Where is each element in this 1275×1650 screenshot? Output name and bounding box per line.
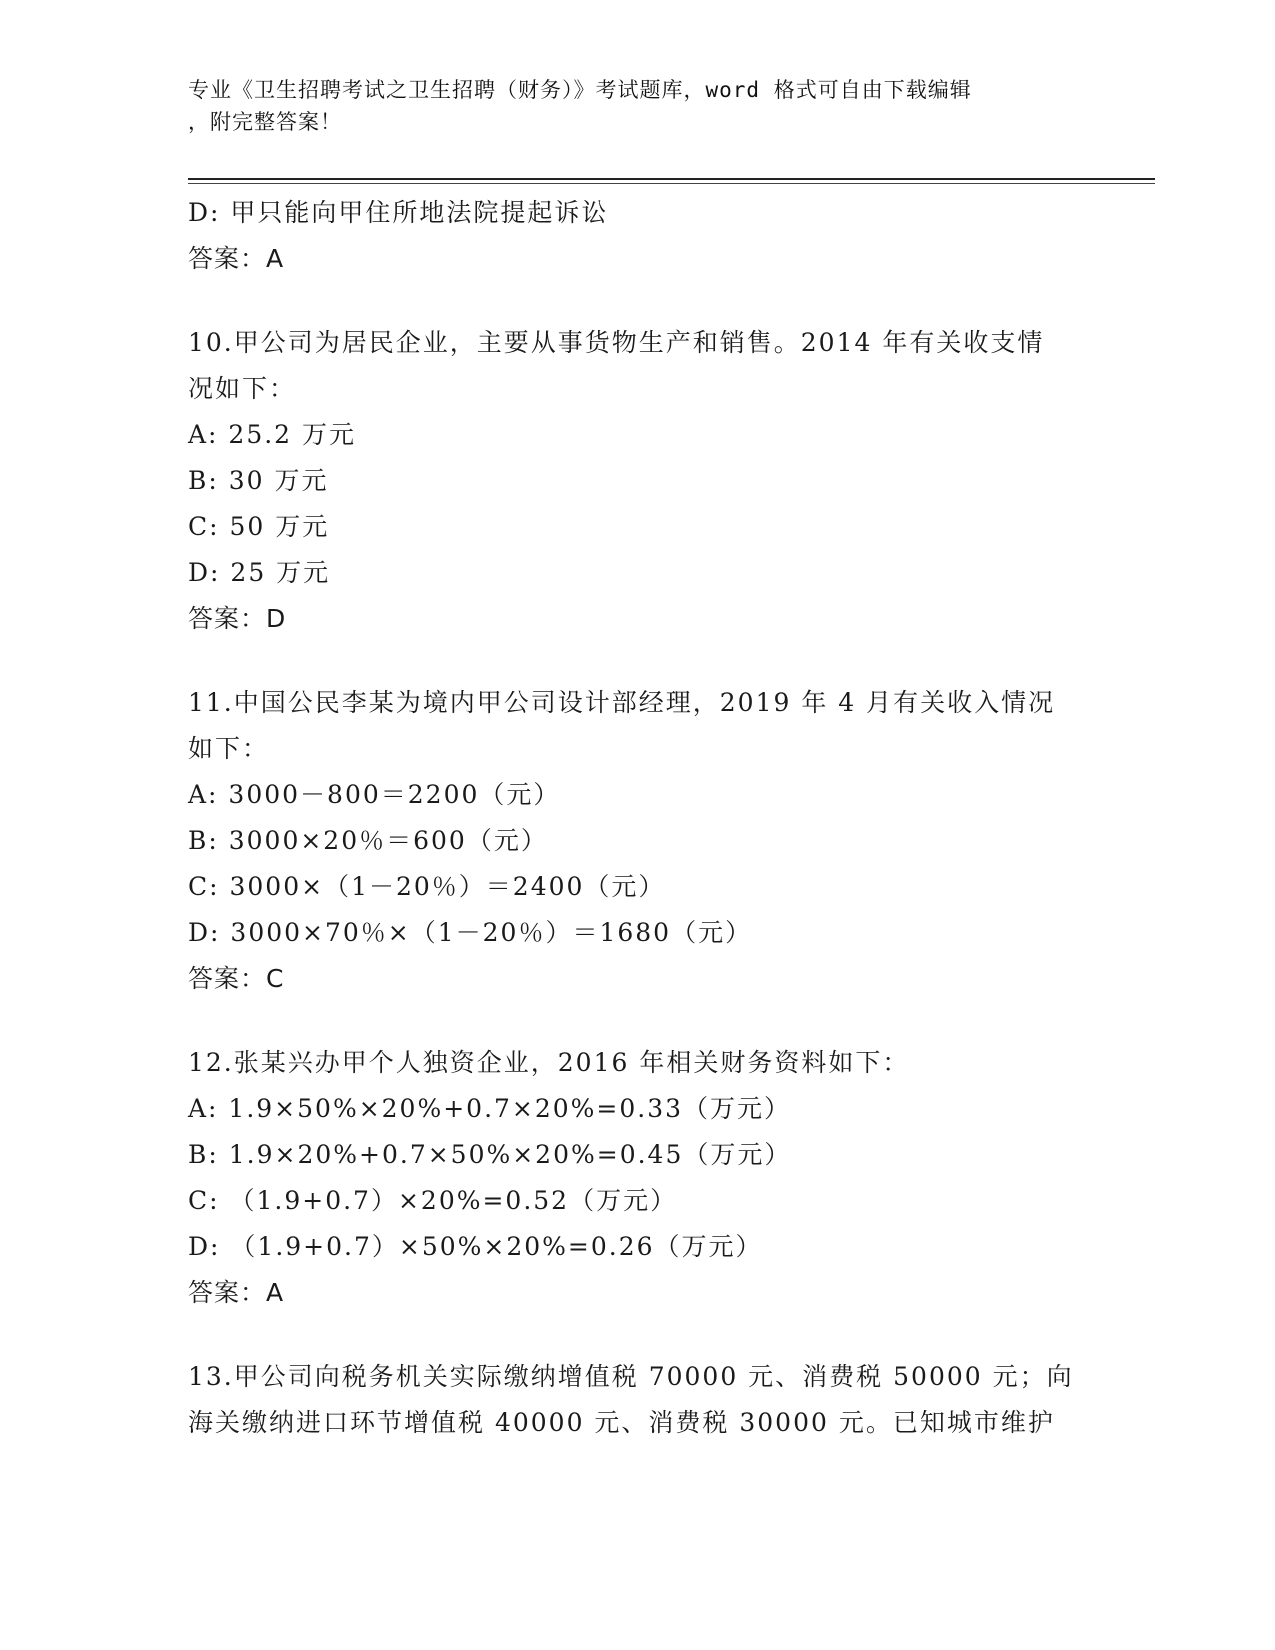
- option-c: C: 50 万元: [188, 512, 330, 541]
- question-stem: 13.甲公司向税务机关实际缴纳增值税 70000 元、消费税 50000 元；向: [188, 1362, 1074, 1391]
- answer-line: 答案：C: [188, 964, 285, 993]
- option-d: D: 25 万元: [188, 558, 331, 587]
- option-a: A: 3000－800＝2200（元）: [188, 780, 561, 809]
- answer-line: 答案：A: [188, 1278, 285, 1307]
- question-12: [188, 1040, 1088, 1316]
- question-list: [188, 190, 1088, 1446]
- option-d: D: 甲只能向甲住所地法院提起诉讼: [188, 198, 609, 227]
- option-a: A: 25.2 万元: [188, 420, 357, 449]
- question-stem: 11.中国公民李某为境内甲公司设计部经理，2019 年 4 月有关收入情况: [188, 688, 1056, 717]
- question-stem-cont: 海关缴纳进口环节增值税 40000 元、消费税 30000 元。已知城市维护: [188, 1408, 1055, 1437]
- option-b: B: 30 万元: [188, 466, 329, 495]
- header-divider-thick: [188, 178, 1155, 180]
- option-b: B: 1.9×20%+0.7×50%×20%=0.45（万元）: [188, 1140, 792, 1169]
- spacer: [188, 282, 1088, 320]
- question-13: [188, 1354, 1088, 1446]
- spacer: [188, 1316, 1088, 1354]
- header-divider-thin: [188, 183, 1155, 184]
- header-title-line2: ，附完整答案！: [188, 110, 342, 134]
- option-c: C: 3000×（1－20％）＝2400（元）: [188, 872, 666, 901]
- question-stem-cont: 况如下：: [188, 374, 297, 403]
- question-stem: 12.张某兴办甲个人独资企业，2016 年相关财务资料如下：: [188, 1048, 910, 1077]
- answer-line: 答案：A: [188, 244, 285, 273]
- option-d: D: 3000×70％×（1－20％）＝1680（元）: [188, 918, 753, 947]
- question-11: [188, 680, 1088, 1002]
- previous-question-tail: [188, 190, 1088, 282]
- page-header: [188, 74, 1068, 138]
- header-title-line1: 专业《卫生招聘考试之卫生招聘（财务）》考试题库，word 格式可自由下载编辑: [188, 78, 972, 102]
- spacer: [188, 642, 1088, 680]
- option-a: A: 1.9×50%×20%+0.7×20%=0.33（万元）: [188, 1094, 792, 1123]
- question-10: [188, 320, 1088, 642]
- question-stem-cont: 如下：: [188, 734, 270, 763]
- option-d: D: （1.9+0.7）×50%×20%=0.26（万元）: [188, 1232, 763, 1261]
- spacer: [188, 1002, 1088, 1040]
- option-b: B: 3000×20％＝600（元）: [188, 826, 548, 855]
- option-c: C: （1.9+0.7）×20%=0.52（万元）: [188, 1186, 678, 1215]
- answer-line: 答案：D: [188, 604, 287, 633]
- question-stem: 10.甲公司为居民企业，主要从事货物生产和销售。2014 年有关收支情: [188, 328, 1045, 357]
